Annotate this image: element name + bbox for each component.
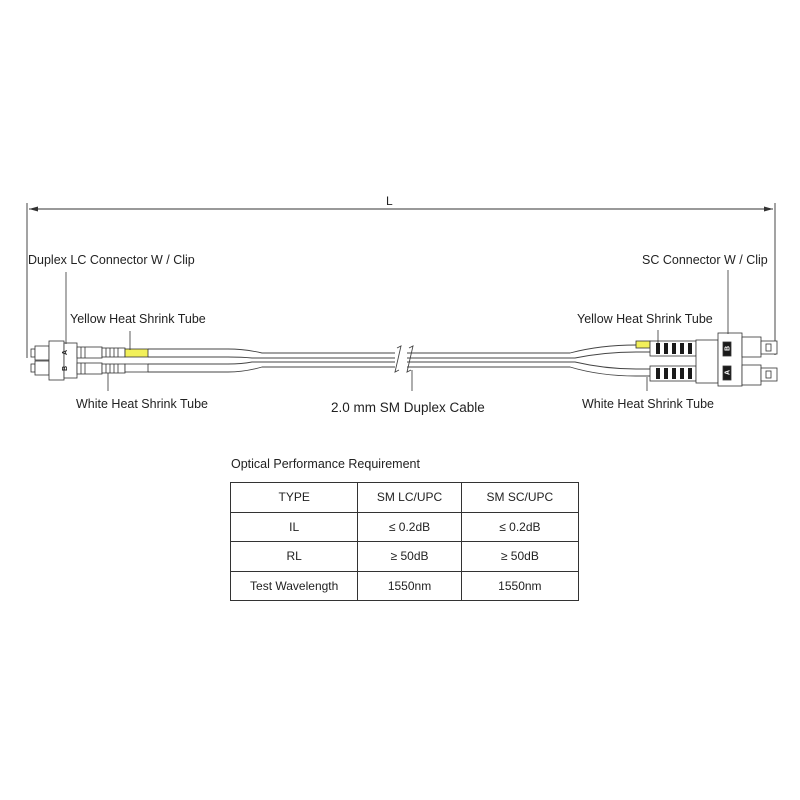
left-white-tube-label: White Heat Shrink Tube [76,397,209,411]
sc-connector [636,333,777,386]
dimension-label: L [386,194,393,208]
table-row [231,542,579,572]
table-cell: ≤ 0.2dB [461,512,578,542]
right-yellow-tube-label: Yellow Heat Shrink Tube [577,312,713,326]
performance-table [230,482,579,601]
table-cell: IL [231,512,358,542]
sc-port-b: B [724,345,732,351]
table-cell: SM LC/UPC [358,483,461,513]
right-white-tube-label: White Heat Shrink Tube [582,397,715,411]
table-cell: 1550nm [358,571,461,601]
duplex-cable [148,345,650,376]
cable-label: 2.0 mm SM Duplex Cable [331,400,485,415]
table-row [231,571,579,601]
sc-port-a: A [724,369,732,375]
lc-port-a: A [62,349,69,355]
table-row [231,483,579,513]
table-cell: RL [231,542,358,572]
length-dimension [27,203,775,358]
table-cell: ≤ 0.2dB [358,512,461,542]
table-cell: SM SC/UPC [461,483,578,513]
left-connector-label: Duplex LC Connector W / Clip [28,253,195,267]
table-cell: Test Wavelength [231,571,358,601]
leader-lines [66,270,728,391]
lc-connector [31,341,148,380]
table-cell: TYPE [231,483,358,513]
table-row [231,512,579,542]
lc-port-b: B [62,365,69,371]
table-cell: ≥ 50dB [461,542,578,572]
table-cell: 1550nm [461,571,578,601]
table-cell: ≥ 50dB [358,542,461,572]
table-title: Optical Performance Requirement [231,457,420,471]
left-yellow-tube-label: Yellow Heat Shrink Tube [70,312,206,326]
right-connector-label: SC Connector W / Clip [642,253,768,267]
